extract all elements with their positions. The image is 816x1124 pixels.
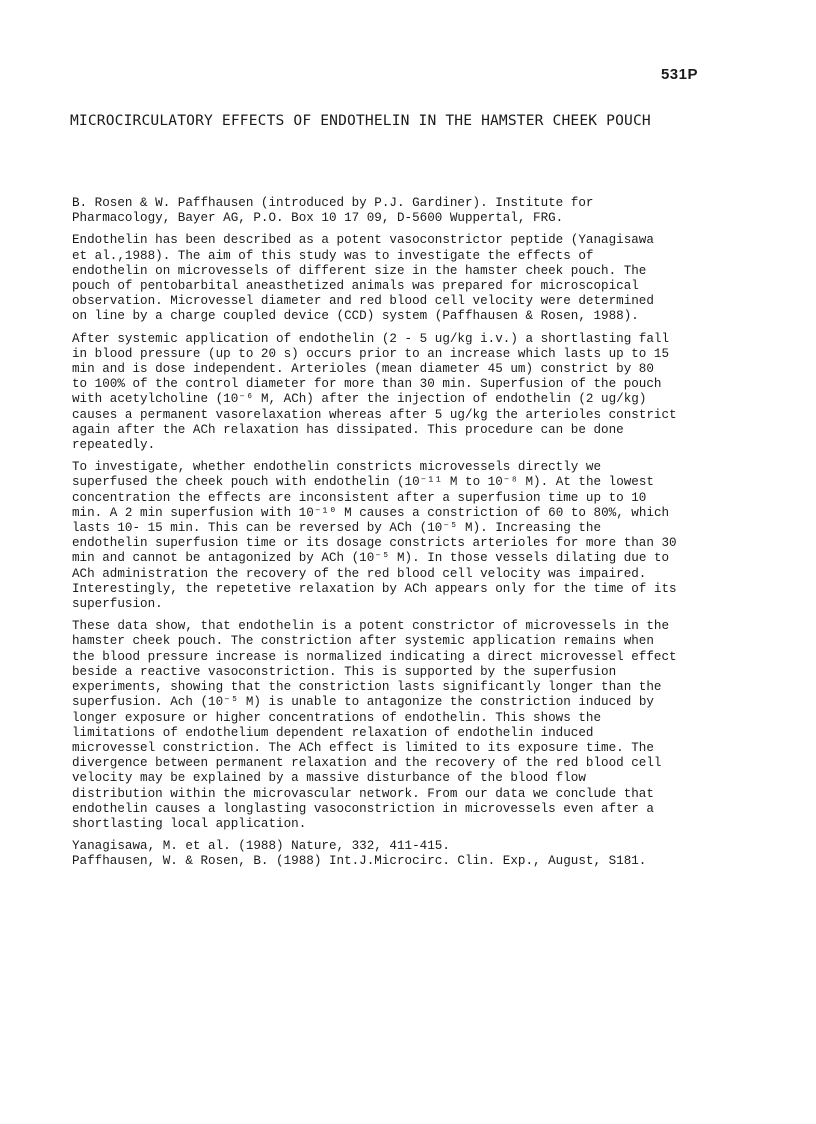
page-number: 531P (660, 66, 698, 83)
references (72, 839, 712, 869)
paragraph-introduction: Endothelin has been described as a potent vasoconstrictor peptide (Yanagisawa et al.,1988). The aim of this study was to investigate the effects of endothelin on microvessels of different size in the hamster cheek pouch. The pouch of pentobarbital aneasthetized animals was prepared for microscopical observation. Microvessel diameter and red blood cell velocity were determined on line by a charge coupled device (CCD) system (Paffhausen & Rosen, 1988). (72, 233, 654, 324)
reference-item: Paffhausen, W. & Rosen, B. (1988) Int.J.Microcirc. Clin. Exp., August, S181. (72, 854, 647, 869)
paper-title: MICROCIRCULATORY EFFECTS OF ENDOTHELIN IN THE HAMSTER CHEEK POUCH (70, 112, 651, 129)
paragraph-superfusion: To investigate, whether endothelin constricts microvessels directly we superfused the cheek pouch with endothelin (10⁻¹¹ M to 10⁻⁸ M). At the lowest concentration the effects are inconsistent after a superfusion time up to 10 min. A 2 min superfusion with 10⁻¹⁰ M causes a constriction of 60 to 80%, which lasts 10- 15 min. This can be reversed by ACh (10⁻⁵ M). Increasing the endothelin superfusion time or its dosage constricts arterioles for more than 30 min and cannot be antagonized by ACh (10⁻⁵ M). In those vessels dilating due to ACh administration the recovery of the red blood cell velocity was impaired. Interestingly, the repetetive relaxation by ACh appears only for the time of its superfusion. (72, 460, 677, 612)
reference-item: Yanagisawa, M. et al. (1988) Nature, 332, 411-415. (72, 839, 450, 854)
authors-affiliation: B. Rosen & W. Paffhausen (introduced by P.J. Gardiner). Institute for Pharmacology, Bayer AG, P.O. Box 10 17 09, D-5600 Wuppertal, FRG. (72, 196, 594, 226)
paragraph-systemic-application: After systemic application of endothelin (2 - 5 ug/kg i.v.) a shortlasting fall in blood pressure (up to 20 s) occurs prior to an increase which lasts up to 15 min and is dose independent. Arterioles (mean diameter 45 um) constrict by 80 to 100% of the control diameter for more than 30 min. Superfusion of the pouch with acetylcholine (10⁻⁶ M, ACh) after the injection of endothelin (2 ug/kg) causes a permanent vasorelaxation whereas after 5 ug/kg the arterioles constrict again after the ACh relaxation has dissipated. This procedure can be done repeatedly. (72, 331, 677, 453)
paragraph-conclusion: These data show, that endothelin is a potent constrictor of microvessels in the hamster cheek pouch. The constriction after systemic application remains when the blood pressure increase is normalized indicating a direct microvessel effect beside a reactive vasoconstriction. This is supported by the superfusion experiments, showing that the constriction lasts significantly longer than the superfusion. Ach (10⁻⁵ M) is unable to antagonize the constriction induced by longer exposure or higher concentrations of endothelin. This shows the limitations of endothelium dependent relaxation of endothelin induced microvessel constriction. The ACh effect is limited to its exposure time. The divergence between permanent relaxation and the recovery of the red blood cell velocity may be explained by a massive disturbance of the blood flow distribution within the microvascular network. From our data we conclude that endothelin causes a longlasting vasoconstriction in microvessels even after a shortlasting local application. (72, 619, 677, 831)
abstract-body (72, 196, 712, 870)
